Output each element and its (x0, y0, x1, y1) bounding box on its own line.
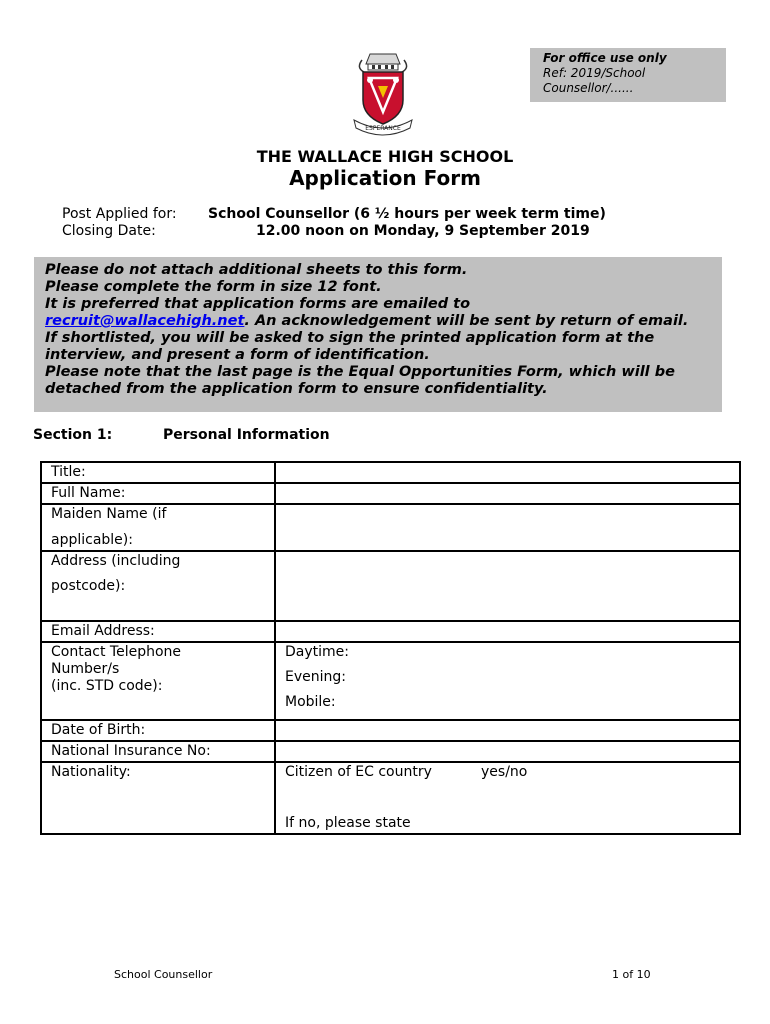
ni-label: National Insurance No: (41, 741, 275, 762)
email-link[interactable]: recruit@wallacehigh.net (45, 313, 245, 329)
maiden-name-label-line-1: Maiden Name (if (51, 506, 167, 522)
table-row (41, 720, 740, 741)
full-name-label: Full Name: (41, 483, 275, 504)
title-field[interactable] (275, 462, 740, 483)
post-applied-row (62, 206, 606, 223)
table-row (41, 621, 740, 642)
instructions-box (34, 257, 722, 412)
telephone-label-line-3: (inc. STD code): (51, 678, 163, 694)
if-no-label: If no, please state (285, 815, 411, 831)
table-row (41, 483, 740, 504)
address-field[interactable] (275, 551, 740, 621)
office-use-box (530, 48, 726, 102)
citizen-yes-no[interactable]: yes/no (481, 764, 528, 780)
office-ref-line-1: Ref: 2019/School (543, 66, 646, 80)
address-label-line-2: postcode): (51, 578, 126, 594)
instruction-line-4-rest: . An acknowledgement will be sent by return of email. (244, 313, 689, 329)
instruction-line-2: Please complete the form in size 12 font. (45, 279, 382, 295)
school-name: THE WALLACE HIGH SCHOOL (256, 147, 514, 166)
table-row (41, 762, 740, 834)
instruction-line-6: Please note that the last page is the Equal Opportunities Form, which will be detached from the application form to ensure confidentiality. (45, 364, 675, 397)
instruction-line-1: Please do not attach additional sheets to this form. (45, 262, 468, 278)
section-number: Section 1: (33, 427, 113, 443)
closing-date-row (62, 223, 590, 240)
dob-label: Date of Birth: (41, 720, 275, 741)
nationality-field[interactable] (275, 762, 740, 834)
footer-post-title: School Counsellor (114, 968, 213, 981)
table-row (41, 462, 740, 483)
telephone-field[interactable] (275, 642, 740, 720)
table-row (41, 504, 740, 551)
table-row (41, 741, 740, 762)
title-label: Title: (41, 462, 275, 483)
table-row (41, 551, 740, 621)
address-label (41, 551, 275, 621)
nationality-label: Nationality: (41, 762, 275, 834)
instruction-line-4 (45, 313, 714, 330)
instruction-line-5: If shortlisted, you will be asked to sign the printed application form at the interview, and present a form of identification. (45, 330, 655, 363)
instruction-line-3: It is preferred that application forms are emailed to (45, 296, 471, 312)
crest-motto: ESPERANCE (365, 125, 401, 132)
dob-field[interactable] (275, 720, 740, 741)
footer-page-number: 1 of 10 (612, 968, 651, 981)
address-label-line-1: Address (including (51, 553, 181, 569)
telephone-label-line-2: Number/s (51, 661, 120, 677)
maiden-name-label-line-2: applicable): (51, 532, 133, 548)
closing-date-value: 12.00 noon on Monday, 9 September 2019 (256, 223, 590, 239)
section-heading (33, 427, 330, 443)
post-applied-value: School Counsellor (6 ½ hours per week term time) (208, 206, 606, 222)
closing-date-label: Closing Date: (62, 223, 156, 239)
section-title: Personal Information (163, 427, 330, 443)
citizen-row (285, 764, 730, 781)
maiden-name-field[interactable] (275, 504, 740, 551)
office-ref-line-2: Counsellor/...... (543, 81, 634, 95)
telephone-label (41, 642, 275, 720)
email-field[interactable] (275, 621, 740, 642)
table-row (41, 642, 740, 720)
evening-label: Evening: (285, 669, 346, 685)
mobile-label: Mobile: (285, 694, 336, 710)
ni-field[interactable] (275, 741, 740, 762)
maiden-name-label (41, 504, 275, 551)
post-applied-label: Post Applied for: (62, 206, 177, 222)
telephone-label-line-1: Contact Telephone (51, 644, 182, 660)
daytime-label: Daytime: (285, 644, 349, 660)
citizen-label: Citizen of EC country (285, 764, 432, 780)
email-label: Email Address: (41, 621, 275, 642)
form-title: Application Form (289, 166, 481, 190)
full-name-field[interactable] (275, 483, 740, 504)
office-use-title: For office use only (543, 51, 667, 65)
school-crest-icon (350, 50, 416, 136)
personal-info-table (40, 461, 741, 835)
